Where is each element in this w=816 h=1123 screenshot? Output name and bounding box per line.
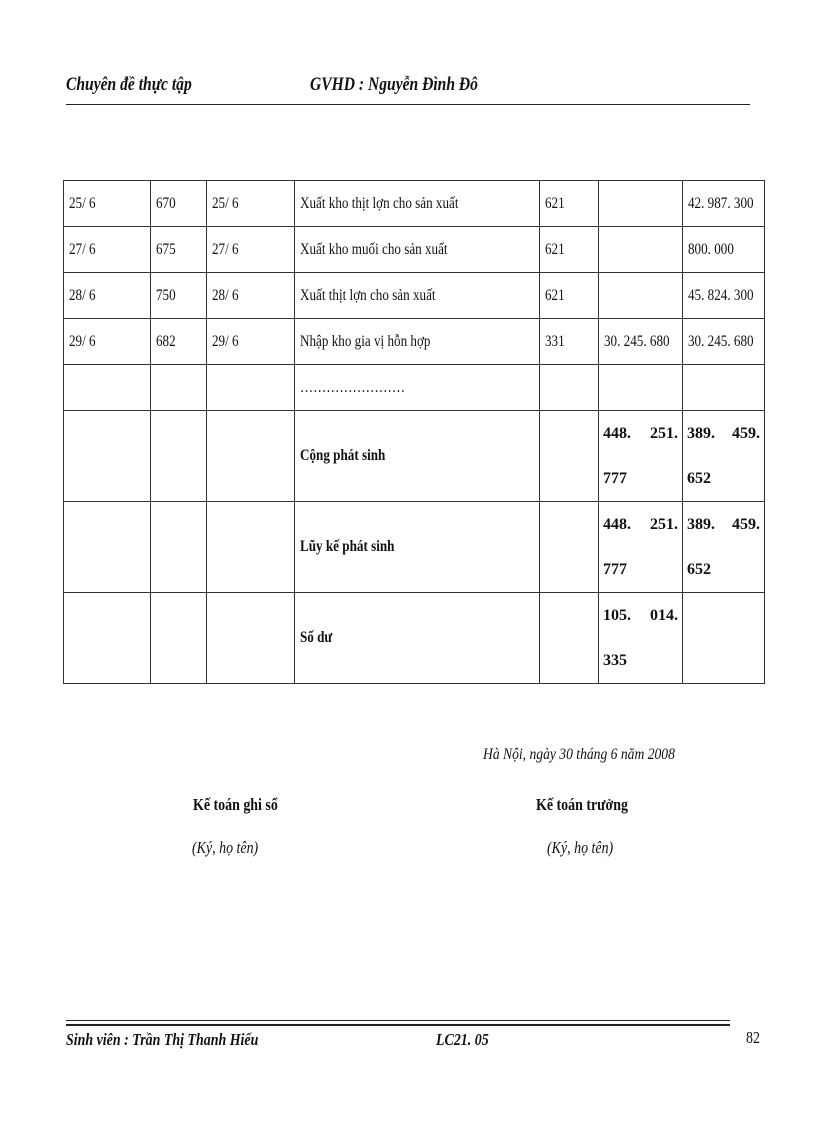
balance-credit-cell [683,593,765,684]
voucher-cell: 750 [151,273,207,319]
total-credit-cell: 389. 459. 652 [683,502,765,593]
header-advisor: GVHD : Nguyễn Đình Đô [310,74,478,95]
total-label: Số dư [295,593,540,684]
credit-cell: 42. 987. 300 [683,181,765,227]
ledger-table [63,180,765,684]
description-cell: Nhập kho gia vị hỗn hợp [295,319,540,365]
date-cell: 29/ 6 [64,319,151,365]
debit-cell: 30. 245. 680 [599,319,683,365]
footer-class-code: LC21. 05 [436,1030,489,1049]
account-cell: 621 [540,227,599,273]
credit-cell: 30. 245. 680 [683,319,765,365]
table-row [64,227,765,273]
header-topic: Chuyên đề thực tập [66,74,192,95]
total-row-luy-ke [64,502,765,593]
voucher-date-cell: 29/ 6 [207,319,295,365]
credit-cell [683,365,765,411]
debit-cell [599,181,683,227]
description-cell: Xuất kho thịt lợn cho sản xuất [295,181,540,227]
voucher-date-cell: 27/ 6 [207,227,295,273]
chief-accountant-note: (Ký, họ tên) [547,838,614,857]
page-number: 82 [746,1028,760,1047]
voucher-date-cell: 25/ 6 [207,181,295,227]
debit-cell [599,273,683,319]
footer-divider [66,1020,730,1021]
date-cell: 27/ 6 [64,227,151,273]
account-cell: 331 [540,319,599,365]
voucher-cell: 675 [151,227,207,273]
footer-divider-thick [66,1024,730,1026]
voucher-date-cell [207,365,295,411]
table-row [64,181,765,227]
debit-cell [599,365,683,411]
header-divider [66,104,750,105]
voucher-cell [151,365,207,411]
account-cell: 621 [540,273,599,319]
date-cell: 28/ 6 [64,273,151,319]
total-debit-cell: 448. 251. 777 [599,411,683,502]
signature-date: Hà Nội, ngày 30 tháng 6 năm 2008 [483,746,675,763]
total-debit-cell: 448. 251. 777 [599,502,683,593]
date-cell: 25/ 6 [64,181,151,227]
bookkeeper-title: Kế toán ghi sổ [193,795,278,814]
voucher-cell: 682 [151,319,207,365]
debit-cell [599,227,683,273]
credit-cell: 45. 824. 300 [683,273,765,319]
table-row [64,365,765,411]
total-label: Cộng phát sinh [295,411,540,502]
account-cell: 621 [540,181,599,227]
description-cell: …………………… [295,365,540,411]
chief-accountant-title: Kế toán trưởng [536,795,628,814]
table-row [64,319,765,365]
table-row [64,273,765,319]
total-credit-cell: 389. 459. 652 [683,411,765,502]
balance-debit-cell: 105. 014. 335 [599,593,683,684]
total-label: Lũy kế phát sinh [295,502,540,593]
total-row-so-du [64,593,765,684]
description-cell: Xuất thịt lợn cho sản xuất [295,273,540,319]
credit-cell: 800. 000 [683,227,765,273]
footer-student: Sinh viên : Trần Thị Thanh Hiếu [66,1030,259,1049]
bookkeeper-note: (Ký, họ tên) [192,838,259,857]
description-cell: Xuất kho muối cho sản xuất [295,227,540,273]
voucher-date-cell: 28/ 6 [207,273,295,319]
date-cell [64,365,151,411]
voucher-cell: 670 [151,181,207,227]
page-header [66,74,750,104]
total-row-cong-phat-sinh [64,411,765,502]
account-cell [540,365,599,411]
